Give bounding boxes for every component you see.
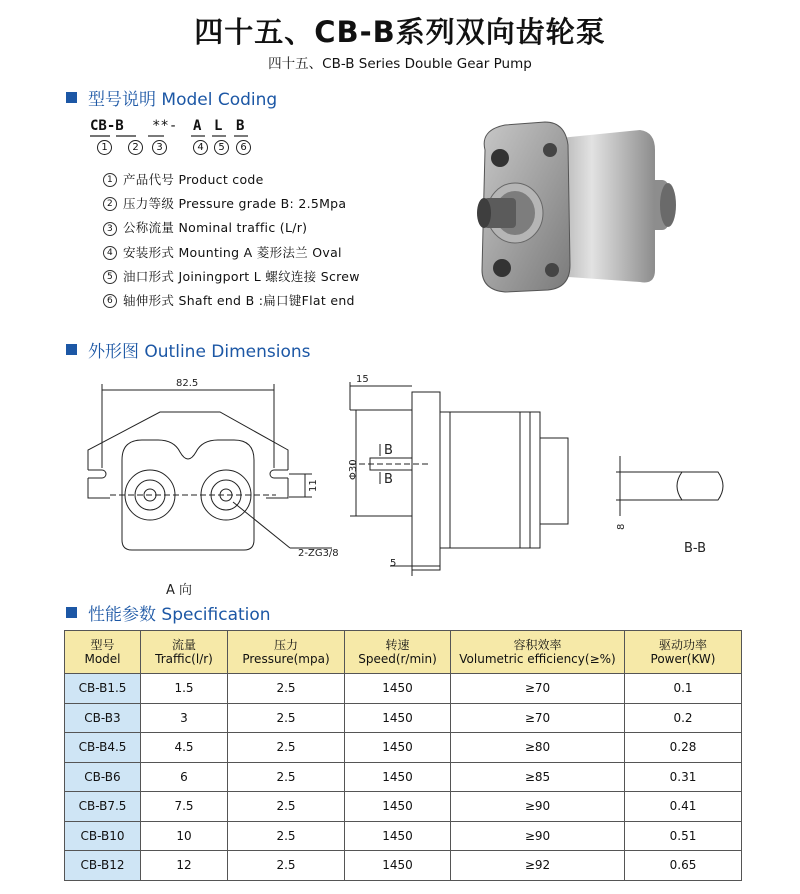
column-header-en: Pressure(mpa) <box>242 652 330 666</box>
code-marker-3: 3 <box>152 140 167 155</box>
dim-8-label: 8 <box>616 523 627 530</box>
cell-speed: 1450 <box>345 851 451 881</box>
section-heading-outline <box>66 337 311 362</box>
column-header-en: Volumetric efficiency(≥%) <box>459 652 616 666</box>
dim-width-label: 82.5 <box>176 378 199 389</box>
coding-item <box>103 216 360 240</box>
cell-efficiency: ≥85 <box>451 762 625 792</box>
cell-model: CB-B3 <box>65 703 141 733</box>
section-heading-text: 型号说明 Model Coding <box>88 90 278 110</box>
cell-model: CB-B7.5 <box>65 792 141 822</box>
table-row <box>65 851 742 881</box>
cell-power: 0.51 <box>625 821 742 851</box>
cell-traffic: 4.5 <box>141 733 228 763</box>
dim-15-label: 15 <box>356 374 369 385</box>
table-row <box>65 703 742 733</box>
column-header <box>141 631 228 674</box>
cell-pressure: 2.5 <box>228 674 345 704</box>
coding-item-text: 轴伸形式 Shaft end B :扁口键Flat end <box>123 293 355 309</box>
column-header-en: Traffic(l/r) <box>155 652 213 666</box>
column-header <box>345 631 451 674</box>
column-header <box>65 631 141 674</box>
cell-model: CB-B10 <box>65 821 141 851</box>
coding-item-list <box>103 168 360 313</box>
code-underlines <box>88 134 258 140</box>
column-header-cn: 型号 <box>90 638 115 652</box>
section-bullet-icon <box>66 607 77 618</box>
coding-item <box>103 192 360 216</box>
cell-efficiency: ≥90 <box>451 792 625 822</box>
cell-pressure: 2.5 <box>228 821 345 851</box>
code-part-shaft: B <box>236 118 245 134</box>
cell-speed: 1450 <box>345 821 451 851</box>
cell-traffic: 10 <box>141 821 228 851</box>
section-bullet-icon <box>66 344 77 355</box>
column-header-en: Model <box>84 652 121 666</box>
cell-power: 0.31 <box>625 762 742 792</box>
table-row <box>65 674 742 704</box>
cell-efficiency: ≥70 <box>451 674 625 704</box>
coding-item-number: 6 <box>103 294 117 308</box>
coding-item-number: 1 <box>103 173 117 187</box>
code-marker-5: 5 <box>214 140 229 155</box>
coding-item-text: 安装形式 Mounting A 菱形法兰 Oval <box>123 244 342 260</box>
column-header <box>451 631 625 674</box>
view-bb-label: B-B <box>684 541 707 556</box>
section-heading-specification <box>66 600 271 625</box>
cell-traffic: 6 <box>141 762 228 792</box>
code-part-series: CB-B <box>90 118 124 134</box>
cell-traffic: 1.5 <box>141 674 228 704</box>
cell-model: CB-B6 <box>65 762 141 792</box>
section-b-upper: B <box>384 443 393 458</box>
cell-pressure: 2.5 <box>228 703 345 733</box>
coding-item-number: 3 <box>103 222 117 236</box>
cell-speed: 1450 <box>345 762 451 792</box>
cell-model: CB-B12 <box>65 851 141 881</box>
coding-item <box>103 168 360 192</box>
dim-phi30-label: Φ30 <box>348 459 359 480</box>
cell-speed: 1450 <box>345 733 451 763</box>
coding-item <box>103 289 360 313</box>
cell-efficiency: ≥80 <box>451 733 625 763</box>
table-row <box>65 821 742 851</box>
cell-speed: 1450 <box>345 674 451 704</box>
coding-item-text: 压力等级 Pressure grade B: 2.5Mpa <box>123 196 347 212</box>
cell-traffic: 12 <box>141 851 228 881</box>
column-header <box>228 631 345 674</box>
outline-drawing <box>50 370 740 605</box>
section-b-lower: B <box>384 472 393 487</box>
cell-traffic: 7.5 <box>141 792 228 822</box>
code-part-port: L <box>214 118 223 134</box>
coding-item-number: 5 <box>103 270 117 284</box>
section-heading-text: 性能参数 Specification <box>88 605 271 625</box>
gear-pump-product-image <box>470 110 690 300</box>
column-header-cn: 转速 <box>385 638 410 652</box>
cell-power: 0.65 <box>625 851 742 881</box>
code-marker-6: 6 <box>236 140 251 155</box>
view-a-label: A 向 <box>166 583 193 598</box>
coding-item <box>103 241 360 265</box>
section-heading-model-coding <box>66 85 277 110</box>
cell-efficiency: ≥90 <box>451 821 625 851</box>
code-marker-2: 2 <box>128 140 143 155</box>
column-header-cn: 驱动功率 <box>658 638 707 652</box>
cell-pressure: 2.5 <box>228 851 345 881</box>
column-header-en: Power(KW) <box>650 652 716 666</box>
cell-efficiency: ≥70 <box>451 703 625 733</box>
column-header-cn: 流量 <box>171 638 196 652</box>
dim-port-label: 2-ZG3/8 <box>298 548 339 559</box>
cell-power: 0.28 <box>625 733 742 763</box>
coding-item-text: 公称流量 Nominal traffic (L/r) <box>123 220 308 236</box>
column-header-en: Speed(r/min) <box>358 652 437 666</box>
column-header-cn: 压力 <box>273 638 298 652</box>
cell-efficiency: ≥92 <box>451 851 625 881</box>
cell-pressure: 2.5 <box>228 792 345 822</box>
cell-pressure: 2.5 <box>228 733 345 763</box>
table-header-row <box>65 631 742 674</box>
cell-traffic: 3 <box>141 703 228 733</box>
dim-5-label: 5 <box>390 558 397 569</box>
cell-power: 0.1 <box>625 674 742 704</box>
coding-item <box>103 265 360 289</box>
coding-item-text: 油口形式 Joiningport L 螺纹连接 Screw <box>123 268 360 284</box>
dim-11-label: 11 <box>308 479 319 492</box>
code-part-flow: **- <box>152 118 178 134</box>
page-title: 四十五、CB-B系列双向齿轮泵 <box>194 15 606 49</box>
cell-power: 0.41 <box>625 792 742 822</box>
column-header <box>625 631 742 674</box>
table-row <box>65 792 742 822</box>
cell-speed: 1450 <box>345 792 451 822</box>
cell-pressure: 2.5 <box>228 762 345 792</box>
cell-model: CB-B4.5 <box>65 733 141 763</box>
coding-item-number: 2 <box>103 197 117 211</box>
section-heading-text: 外形图 Outline Dimensions <box>88 342 311 362</box>
cell-model: CB-B1.5 <box>65 674 141 704</box>
table-row <box>65 762 742 792</box>
page-subtitle: 四十五、CB-B Series Double Gear Pump <box>268 56 532 72</box>
coding-item-text: 产品代号 Product code <box>123 172 264 187</box>
code-part-mounting: A <box>193 118 202 134</box>
code-marker-1: 1 <box>97 140 112 155</box>
coding-item-number: 4 <box>103 246 117 260</box>
table-row <box>65 733 742 763</box>
code-marker-4: 4 <box>193 140 208 155</box>
column-header-cn: 容积效率 <box>513 638 562 652</box>
cell-power: 0.2 <box>625 703 742 733</box>
cell-speed: 1450 <box>345 703 451 733</box>
specification-table <box>64 630 742 881</box>
section-bullet-icon <box>66 92 77 103</box>
